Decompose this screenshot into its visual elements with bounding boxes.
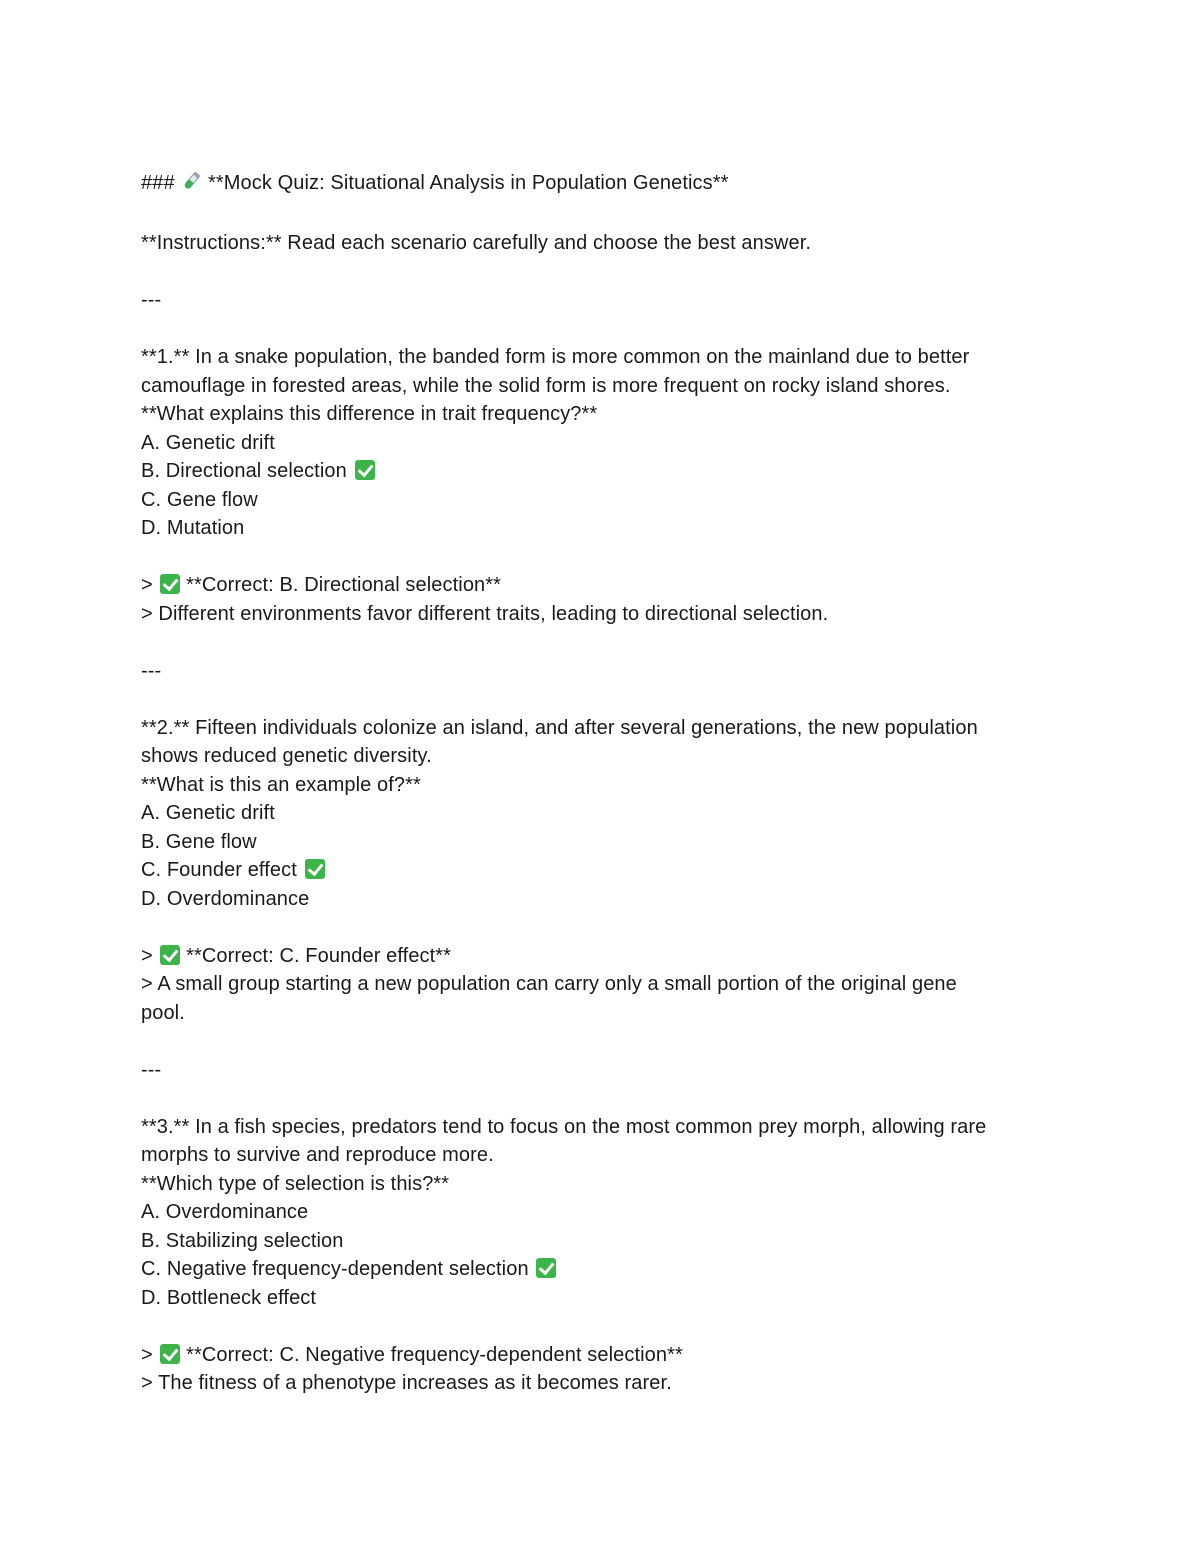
option-a: A. Genetic drift bbox=[141, 802, 275, 824]
option-a: A. Genetic drift bbox=[141, 431, 275, 454]
question-stem-line: shows reduced genetic diversity. bbox=[141, 745, 432, 767]
correct-answer: > **Correct: C. Negative frequency-dependent selection** bbox=[141, 1343, 683, 1366]
title-heading-marker: ### bbox=[141, 172, 181, 194]
explanation: > Different environments favor different traits, leading to directional selection. bbox=[141, 602, 829, 625]
check-mark-icon bbox=[160, 574, 180, 594]
test-tube-icon bbox=[181, 170, 201, 201]
question-stem-line: **1.** In a snake population, the banded form is more common on the mainland due to better bbox=[141, 346, 970, 368]
question-stem-line: **3.** In a fish species, predators tend to focus on the most common prey morph, allowing rare bbox=[141, 1115, 987, 1138]
question-stem-line: camouflage in forested areas, while the solid form is more frequent on rocky island shores. bbox=[141, 374, 951, 397]
title-text: **Mock Quiz: Situational Analysis in Population Genetics** bbox=[202, 172, 729, 194]
divider: --- bbox=[141, 659, 162, 682]
question-3 bbox=[141, 1113, 1061, 1398]
option-c: C. Founder effect bbox=[141, 856, 1061, 885]
explanation: pool. bbox=[141, 1001, 185, 1024]
option-d: D. Bottleneck effect bbox=[141, 1286, 317, 1309]
check-mark-icon bbox=[355, 460, 375, 480]
check-mark-icon bbox=[305, 859, 325, 879]
option-c: C. Gene flow bbox=[141, 488, 258, 511]
option-d: D. Mutation bbox=[141, 517, 245, 539]
correct-answer: > **Correct: B. Directional selection** bbox=[141, 574, 502, 596]
correct-answer: > **Correct: C. Founder effect** bbox=[141, 944, 452, 967]
quiz-content bbox=[141, 169, 1061, 1398]
check-mark-icon bbox=[160, 945, 180, 965]
instructions-text: **Instructions:** Read each scenario carefully and choose the best answer. bbox=[141, 232, 812, 254]
divider: --- bbox=[141, 289, 162, 311]
question-2 bbox=[141, 714, 1061, 1028]
check-mark-icon bbox=[160, 1344, 180, 1364]
option-c: C. Negative frequency-dependent selection bbox=[141, 1255, 1061, 1284]
check-mark-icon bbox=[536, 1258, 556, 1278]
question-stem-line: **2.** Fifteen individuals colonize an island, and after several generations, the new population bbox=[141, 716, 978, 739]
question-prompt: **Which type of selection is this?** bbox=[141, 1172, 450, 1195]
explanation: > A small group starting a new population can carry only a small portion of the original gene bbox=[141, 973, 957, 995]
option-a: A. Overdominance bbox=[141, 1201, 309, 1223]
option-b: B. Stabilizing selection bbox=[141, 1229, 344, 1252]
option-d: D. Overdominance bbox=[141, 887, 310, 910]
question-prompt: **What is this an example of?** bbox=[141, 773, 421, 796]
question-stem-line: morphs to survive and reproduce more. bbox=[141, 1144, 494, 1166]
explanation: > The fitness of a phenotype increases as it becomes rarer. bbox=[141, 1372, 672, 1394]
option-b: B. Directional selection bbox=[141, 457, 1061, 486]
option-b: B. Gene flow bbox=[141, 830, 257, 853]
question-1 bbox=[141, 343, 1061, 628]
question-prompt: **What explains this difference in trait frequency?** bbox=[141, 403, 598, 425]
quiz-title bbox=[141, 169, 1061, 201]
divider: --- bbox=[141, 1058, 162, 1081]
